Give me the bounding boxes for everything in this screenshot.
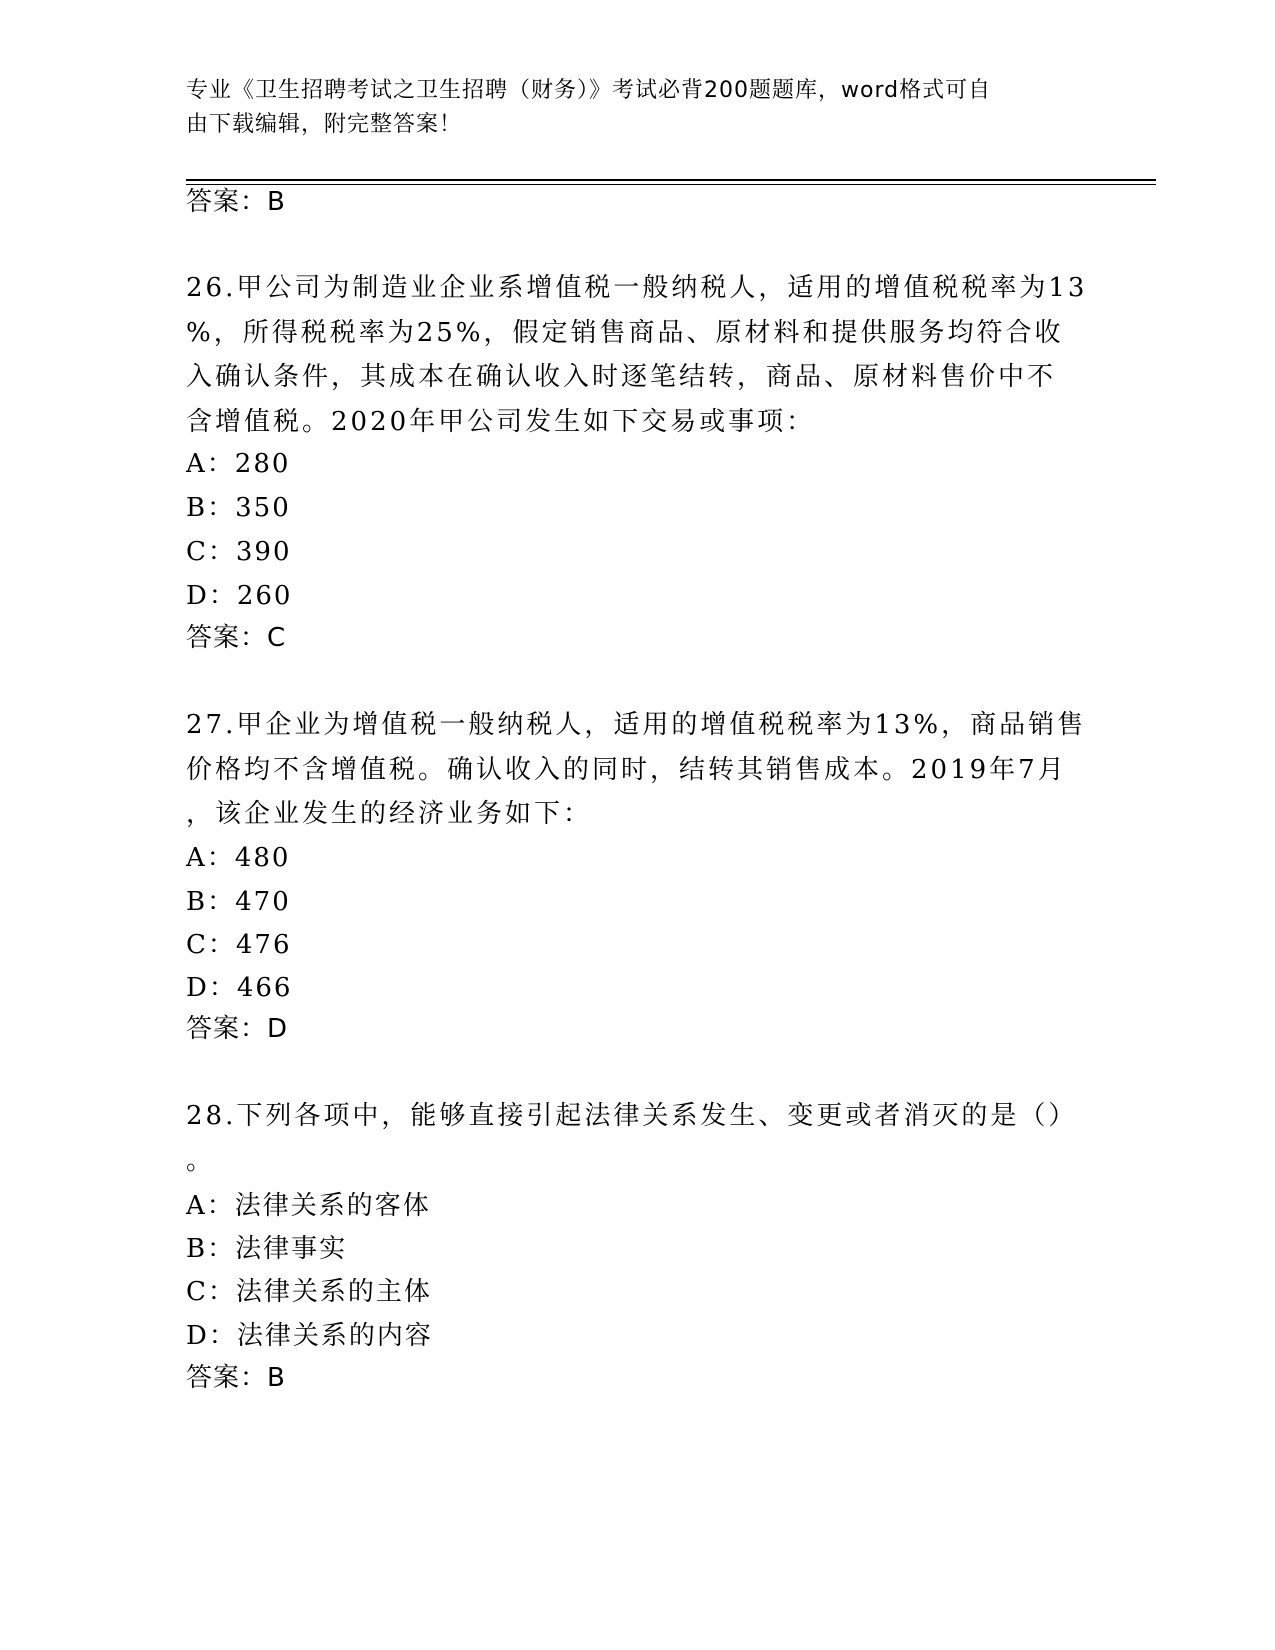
option-c: C：法律关系的主体 xyxy=(186,1277,432,1307)
question-26 xyxy=(186,266,1106,444)
answer-27: 答案：D xyxy=(186,1014,289,1044)
option-d: D：法律关系的内容 xyxy=(186,1321,433,1351)
question-line: %，所得税税率为25%，假定销售商品、原材料和提供服务均符合收 xyxy=(186,317,1064,348)
option-a: A：法律关系的客体 xyxy=(186,1191,431,1221)
option-d: D：260 xyxy=(186,581,293,611)
header-line: 专业《卫生招聘考试之卫生招聘（财务）》考试必背200题题库，word格式可自 xyxy=(186,78,992,103)
option-a: A：280 xyxy=(186,449,291,479)
question-line: 价格均不含增值税。确认收入的同时，结转其销售成本。2019年7月 xyxy=(186,754,1067,785)
question-line: 27.甲企业为增值税一般纳税人，适用的增值税税率为13%，商品销售 xyxy=(186,710,1087,740)
option-b: B：470 xyxy=(186,887,291,917)
option-b: B：法律事实 xyxy=(186,1234,348,1264)
option-b: B：350 xyxy=(186,493,291,523)
question-line: ，该企业发生的经济业务如下： xyxy=(186,799,593,829)
question-27 xyxy=(186,703,1106,837)
answer-prev: 答案：B xyxy=(186,187,286,217)
document-header xyxy=(186,74,1086,142)
question-line: 26.甲公司为制造业企业系增值税一般纳税人，适用的增值税税率为13 xyxy=(186,273,1088,303)
question-line: 。 xyxy=(186,1145,216,1176)
option-c: C：390 xyxy=(186,537,292,567)
option-d: D：466 xyxy=(186,973,293,1003)
option-a: A：480 xyxy=(186,843,291,873)
question-28 xyxy=(186,1094,1106,1183)
option-c: C：476 xyxy=(186,930,292,960)
answer-28: 答案：B xyxy=(186,1363,286,1393)
question-line: 含增值税。2020年甲公司发生如下交易或事项： xyxy=(186,406,816,437)
question-line: 入确认条件，其成本在确认收入时逐笔结转，商品、原材料售价中不 xyxy=(186,362,1057,392)
answer-26: 答案：C xyxy=(186,623,287,653)
header-line: 由下载编辑，附完整答案！ xyxy=(186,112,463,137)
question-line: 28.下列各项中，能够直接引起法律关系发生、变更或者消灭的是（） xyxy=(186,1101,1078,1131)
header-rule xyxy=(186,179,1156,181)
header-rule-thin xyxy=(186,184,1156,185)
